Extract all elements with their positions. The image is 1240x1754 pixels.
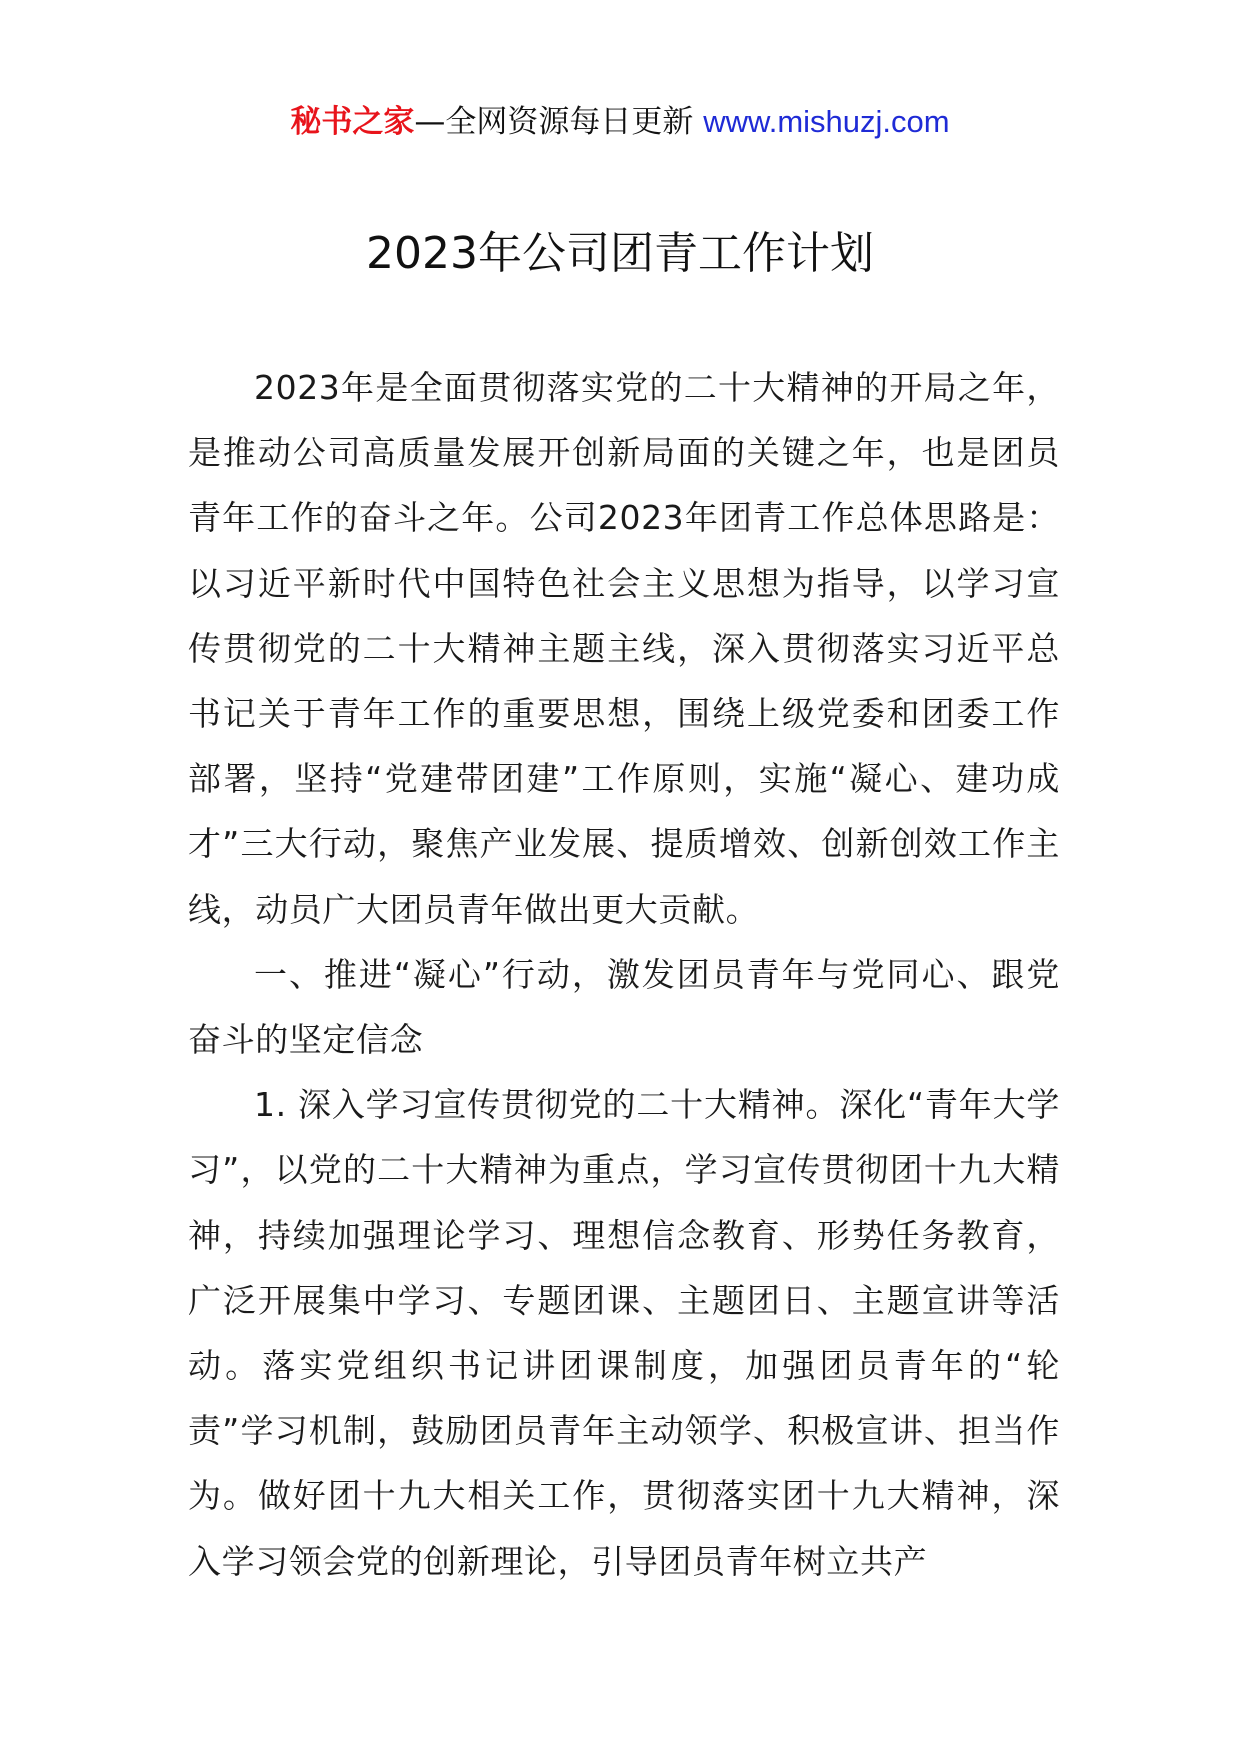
site-header [0, 100, 1240, 144]
document-title: 2023年公司团青工作计划 [366, 228, 874, 279]
section-heading-1: 一、推进“凝心”行动，激发团员青年与党同心、跟党奋斗的坚定信念 [188, 954, 1060, 1060]
document-body [188, 355, 1060, 1594]
item-paragraph-1: 1. 深入学习宣传贯彻党的二十大精神。深化“青年大学习”，以党的二十大精神为重点，学习宣传贯彻团十九大精神，持续加强理论学习、理想信念教育、形势任务教育，广泛开展集中学习、专题团课、主题团日、主题宣讲等活动。落实党组织书记讲团课制度，加强团员青年的“轮责”学习机制，鼓励团员青年主动领学、积极宣讲、担当作为。做好团十九大相关工作，贯彻落实团十九大精神，深入学习领会党的创新理论，引导团员青年树立共产 [188, 1085, 1060, 1581]
site-tagline: —全网资源每日更新 [414, 104, 694, 140]
site-url-link[interactable]: www.mishuzj.com [703, 104, 950, 139]
intro-paragraph: 2023年是全面贯彻落实党的二十大精神的开局之年，是推动公司高质量发展开创新局面的关键之年，也是团员青年工作的奋斗之年。公司2023年团青工作总体思路是：以习近平新时代中国特色社会主义思想为指导，以学习宣传贯彻党的二十大精神主题主线，深入贯彻落实习近平总书记关于青年工作的重要思想，围绕上级党委和团委工作部署，坚持“党建带团建”工作原则，实施“凝心、建功成才”三大行动，聚焦产业发展、提质增效、创新创效工作主线，动员广大团员青年做出更大贡献。 [188, 368, 1060, 929]
site-brand: 秘书之家 [290, 104, 415, 140]
